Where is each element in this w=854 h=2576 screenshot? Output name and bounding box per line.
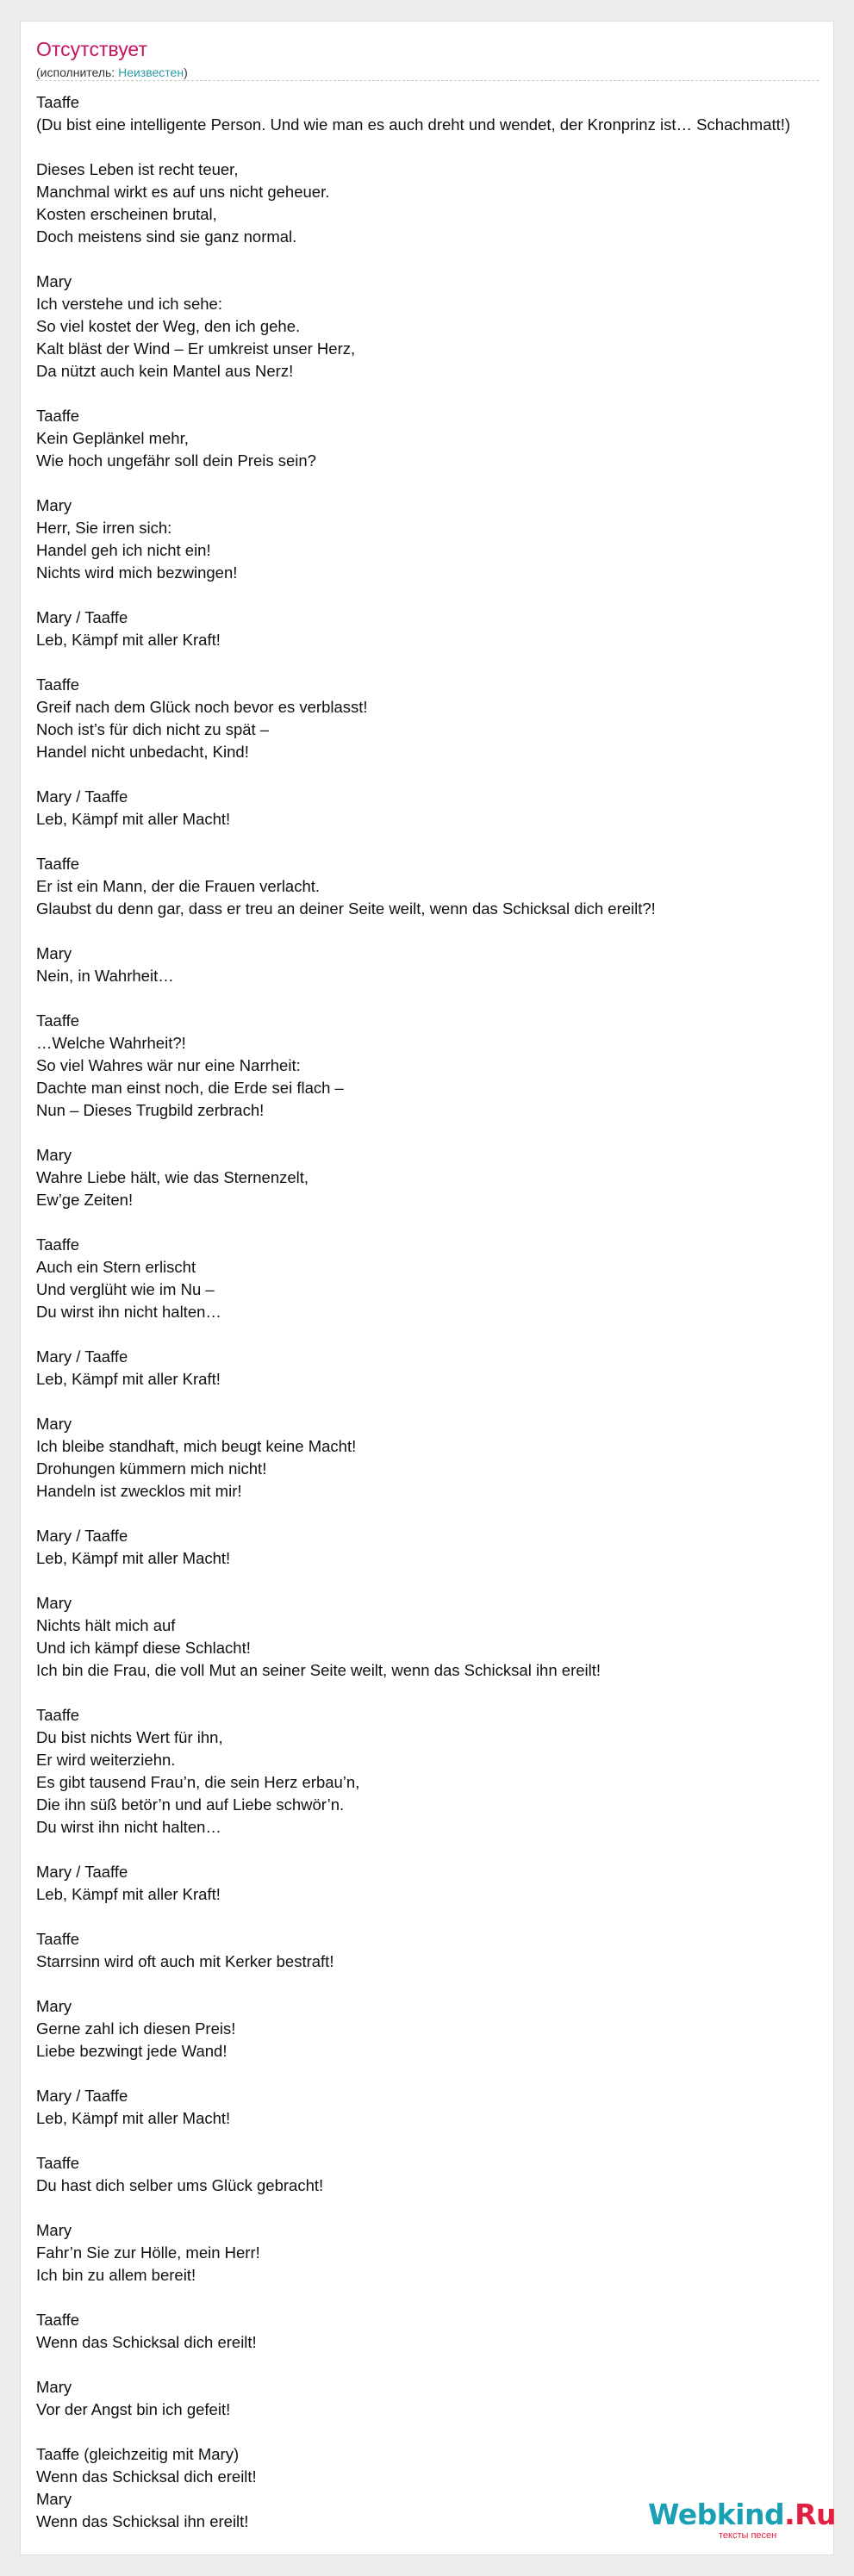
- lyrics-line: Er ist ein Mann, der die Frauen verlacht.: [36, 877, 321, 895]
- lyrics-line: Mary / Taaffe: [36, 1347, 128, 1366]
- artist-line: [36, 65, 188, 80]
- lyrics-stanza: [36, 943, 834, 987]
- lyrics-stanza: [36, 159, 834, 248]
- lyrics-stanza: [36, 1592, 834, 1682]
- lyrics-line: Taaffe: [36, 675, 80, 694]
- lyrics-line: Handel geh ich nicht ein!: [36, 541, 211, 559]
- lyrics-line: Die ihn süß betör’n und auf Liebe schwör’n.: [36, 1795, 345, 1814]
- lyrics-stanza: [36, 1010, 834, 1122]
- lyrics-line: Mary / Taaffe: [36, 1863, 128, 1881]
- lyrics-line: Mary / Taaffe: [36, 608, 128, 626]
- lyrics-line: Wahre Liebe hält, wie das Sternenzelt,: [36, 1168, 309, 1186]
- lyrics-line: Fahr’n Sie zur Hölle, mein Herr!: [36, 2243, 260, 2262]
- lyrics-stanza: [36, 2376, 834, 2421]
- lyrics-line: Leb, Kämpf mit aller Macht!: [36, 1549, 231, 1567]
- lyrics-line: Vor der Angst bin ich gefeit!: [36, 2400, 231, 2418]
- header-divider: [36, 80, 819, 81]
- lyrics-line: Kosten erscheinen brutal,: [36, 205, 217, 223]
- logo-brand: Webkind: [648, 2498, 785, 2531]
- lyrics-panel: [20, 21, 837, 2555]
- lyrics-stanza: [36, 495, 834, 584]
- lyrics-stanza: [36, 405, 834, 472]
- logo-tagline: тексты песен: [719, 2530, 777, 2541]
- lyrics-line: Wenn das Schicksal dich ereilt!: [36, 2333, 257, 2351]
- lyrics-line: Mary: [36, 2378, 72, 2396]
- lyrics-line: Mary: [36, 1594, 72, 1612]
- lyrics-line: Du bist nichts Wert für ihn,: [36, 1728, 223, 1746]
- lyrics-line: Auch ein Stern erlischt: [36, 1258, 196, 1276]
- lyrics-line: Du wirst ihn nicht halten…: [36, 1818, 221, 1836]
- lyrics-line: Mary / Taaffe: [36, 787, 128, 806]
- lyrics-line: (Du bist eine intelligente Person. Und wie man es auch dreht und wendet, der Kronprinz ist… Schachmatt!): [36, 115, 791, 134]
- lyrics-line: Ich bleibe standhaft, mich beugt keine Macht!: [36, 1437, 357, 1455]
- lyrics-stanza: [36, 2219, 834, 2287]
- lyrics-stanza: [36, 674, 834, 763]
- lyrics-stanza: [36, 1861, 834, 1906]
- logo-tld: .Ru: [784, 2498, 837, 2531]
- lyrics-line: Handel nicht unbedacht, Kind!: [36, 743, 249, 761]
- lyrics-stanza: [36, 1928, 834, 1973]
- lyrics-line: Und verglüht wie im Nu –: [36, 1280, 215, 1298]
- lyrics-line: Liebe bezwingt jede Wand!: [36, 2042, 228, 2060]
- lyrics-line: So viel Wahres wär nur eine Narrheit:: [36, 1056, 301, 1074]
- lyrics-line: Greif nach dem Glück noch bevor es verblasst!: [36, 698, 368, 716]
- lyrics-line: Wie hoch ungefähr soll dein Preis sein?: [36, 451, 316, 470]
- lyrics-line: Taaffe (gleichzeitig mit Mary): [36, 2445, 240, 2463]
- lyrics-stanza: [36, 1704, 834, 1839]
- lyrics-line: Handeln ist zwecklos mit mir!: [36, 1482, 242, 1500]
- lyrics-line: Glaubst du denn gar, dass er treu an deiner Seite weilt, wenn das Schicksal dich ereilt?!: [36, 899, 656, 918]
- lyrics-line: Ich bin die Frau, die voll Mut an seiner Seite weilt, wenn das Schicksal ihn ereilt!: [36, 1661, 602, 1679]
- lyrics-line: Noch ist’s für dich nicht zu spät –: [36, 720, 270, 738]
- lyrics-line: Manchmal wirkt es auf uns nicht geheuer.: [36, 183, 330, 201]
- lyrics-line: Nun – Dieses Trugbild zerbrach!: [36, 1101, 265, 1119]
- lyrics-line: Leb, Kämpf mit aller Macht!: [36, 810, 231, 828]
- lyrics-stanza: [36, 1995, 834, 2063]
- lyrics-line: Taaffe: [36, 1706, 80, 1724]
- lyrics-line: Starrsinn wird oft auch mit Kerker bestraft!: [36, 1952, 334, 1970]
- lyrics-line: Du hast dich selber ums Glück gebracht!: [36, 2176, 324, 2194]
- lyrics-line: Mary: [36, 496, 72, 514]
- lyrics-stanza: [36, 1413, 834, 1503]
- lyrics-line: Ew’ge Zeiten!: [36, 1191, 134, 1209]
- lyrics-line: Mary / Taaffe: [36, 1527, 128, 1545]
- lyrics-line: Gerne zahl ich diesen Preis!: [36, 2019, 236, 2038]
- lyrics-line: Leb, Kämpf mit aller Kraft!: [36, 1885, 221, 1903]
- artist-prefix: (исполнитель:: [36, 65, 119, 79]
- lyrics-line: Leb, Kämpf mit aller Kraft!: [36, 1370, 221, 1388]
- lyrics-line: Taaffe: [36, 1011, 80, 1030]
- lyrics-line: Leb, Kämpf mit aller Kraft!: [36, 631, 221, 649]
- lyrics-line: Kalt bläst der Wind – Er umkreist unser Herz,: [36, 339, 356, 358]
- lyrics-stanza: [36, 607, 834, 651]
- logo-wordmark: [648, 2498, 836, 2531]
- lyrics-stanza: [36, 1525, 834, 1570]
- song-title: Отсутствует: [36, 38, 147, 60]
- lyrics-line: Und ich kämpf diese Schlacht!: [36, 1639, 251, 1657]
- artist-suffix: ): [184, 65, 188, 79]
- lyrics-line: Es gibt tausend Frau’n, die sein Herz erbau’n,: [36, 1773, 360, 1791]
- lyrics-stanza: [36, 271, 834, 383]
- lyrics-line: Mary: [36, 944, 72, 962]
- lyrics-line: Nichts hält mich auf: [36, 1616, 176, 1634]
- artist-link[interactable]: Неизвестен: [118, 65, 184, 79]
- lyrics-line: Dieses Leben ist recht teuer,: [36, 160, 239, 178]
- lyrics-line: Mary / Taaffe: [36, 2087, 128, 2105]
- lyrics-line: Mary: [36, 272, 72, 290]
- lyrics-stanza: [36, 2152, 834, 2197]
- lyrics-line: Taaffe: [36, 2154, 80, 2172]
- lyrics-line: Nein, in Wahrheit…: [36, 967, 174, 985]
- lyrics-line: Herr, Sie irren sich:: [36, 519, 172, 537]
- lyrics-line: Taaffe: [36, 2311, 80, 2329]
- lyrics-line: Kein Geplänkel mehr,: [36, 429, 189, 447]
- lyrics-line: Dachte man einst noch, die Erde sei flach –: [36, 1079, 344, 1097]
- lyrics-line: Taaffe: [36, 1235, 80, 1254]
- lyrics-line: So viel kostet der Weg, den ich gehe.: [36, 317, 301, 335]
- lyrics-line: Taaffe: [36, 1930, 80, 1948]
- lyrics-line: Du wirst ihn nicht halten…: [36, 1303, 221, 1321]
- lyrics-line: Taaffe: [36, 855, 80, 873]
- lyrics-line: Nichts wird mich bezwingen!: [36, 563, 238, 582]
- lyrics-line: Er wird weiterziehn.: [36, 1751, 176, 1769]
- lyrics-line: Leb, Kämpf mit aller Macht!: [36, 2109, 231, 2127]
- lyrics-line: Drohungen kümmern mich nicht!: [36, 1459, 267, 1478]
- lyrics-line: Mary: [36, 1415, 72, 1433]
- lyrics-line: Taaffe: [36, 407, 80, 425]
- lyrics-stanza: [36, 91, 834, 136]
- lyrics-stanza: [36, 1346, 834, 1391]
- lyrics-line: Mary: [36, 2221, 72, 2239]
- lyrics-stanza: [36, 2085, 834, 2130]
- lyrics-line: Mary: [36, 1146, 72, 1164]
- lyrics-line: Doch meistens sind sie ganz normal.: [36, 227, 297, 246]
- lyrics-stanza: [36, 853, 834, 920]
- lyrics-line: Mary: [36, 1997, 72, 2015]
- lyrics-line: Mary: [36, 2490, 72, 2508]
- lyrics-stanza: [36, 2309, 834, 2354]
- lyrics-body: [36, 91, 837, 2555]
- lyrics-line: Da nützt auch kein Mantel aus Nerz!: [36, 362, 294, 380]
- lyrics-line: Wenn das Schicksal ihn ereilt!: [36, 2512, 249, 2530]
- lyrics-line: Wenn das Schicksal dich ereilt!: [36, 2467, 257, 2486]
- lyrics-line: Ich verstehe und ich sehe:: [36, 295, 222, 313]
- lyrics-line: Taaffe: [36, 93, 80, 111]
- lyrics-line: …Welche Wahrheit?!: [36, 1034, 186, 1052]
- webkind-logo[interactable]: [648, 2498, 837, 2547]
- lyrics-stanza: [36, 1234, 834, 1323]
- lyrics-stanza: [36, 786, 834, 831]
- lyrics-stanza: [36, 1144, 834, 1211]
- lyrics-line: Ich bin zu allem bereit!: [36, 2266, 196, 2284]
